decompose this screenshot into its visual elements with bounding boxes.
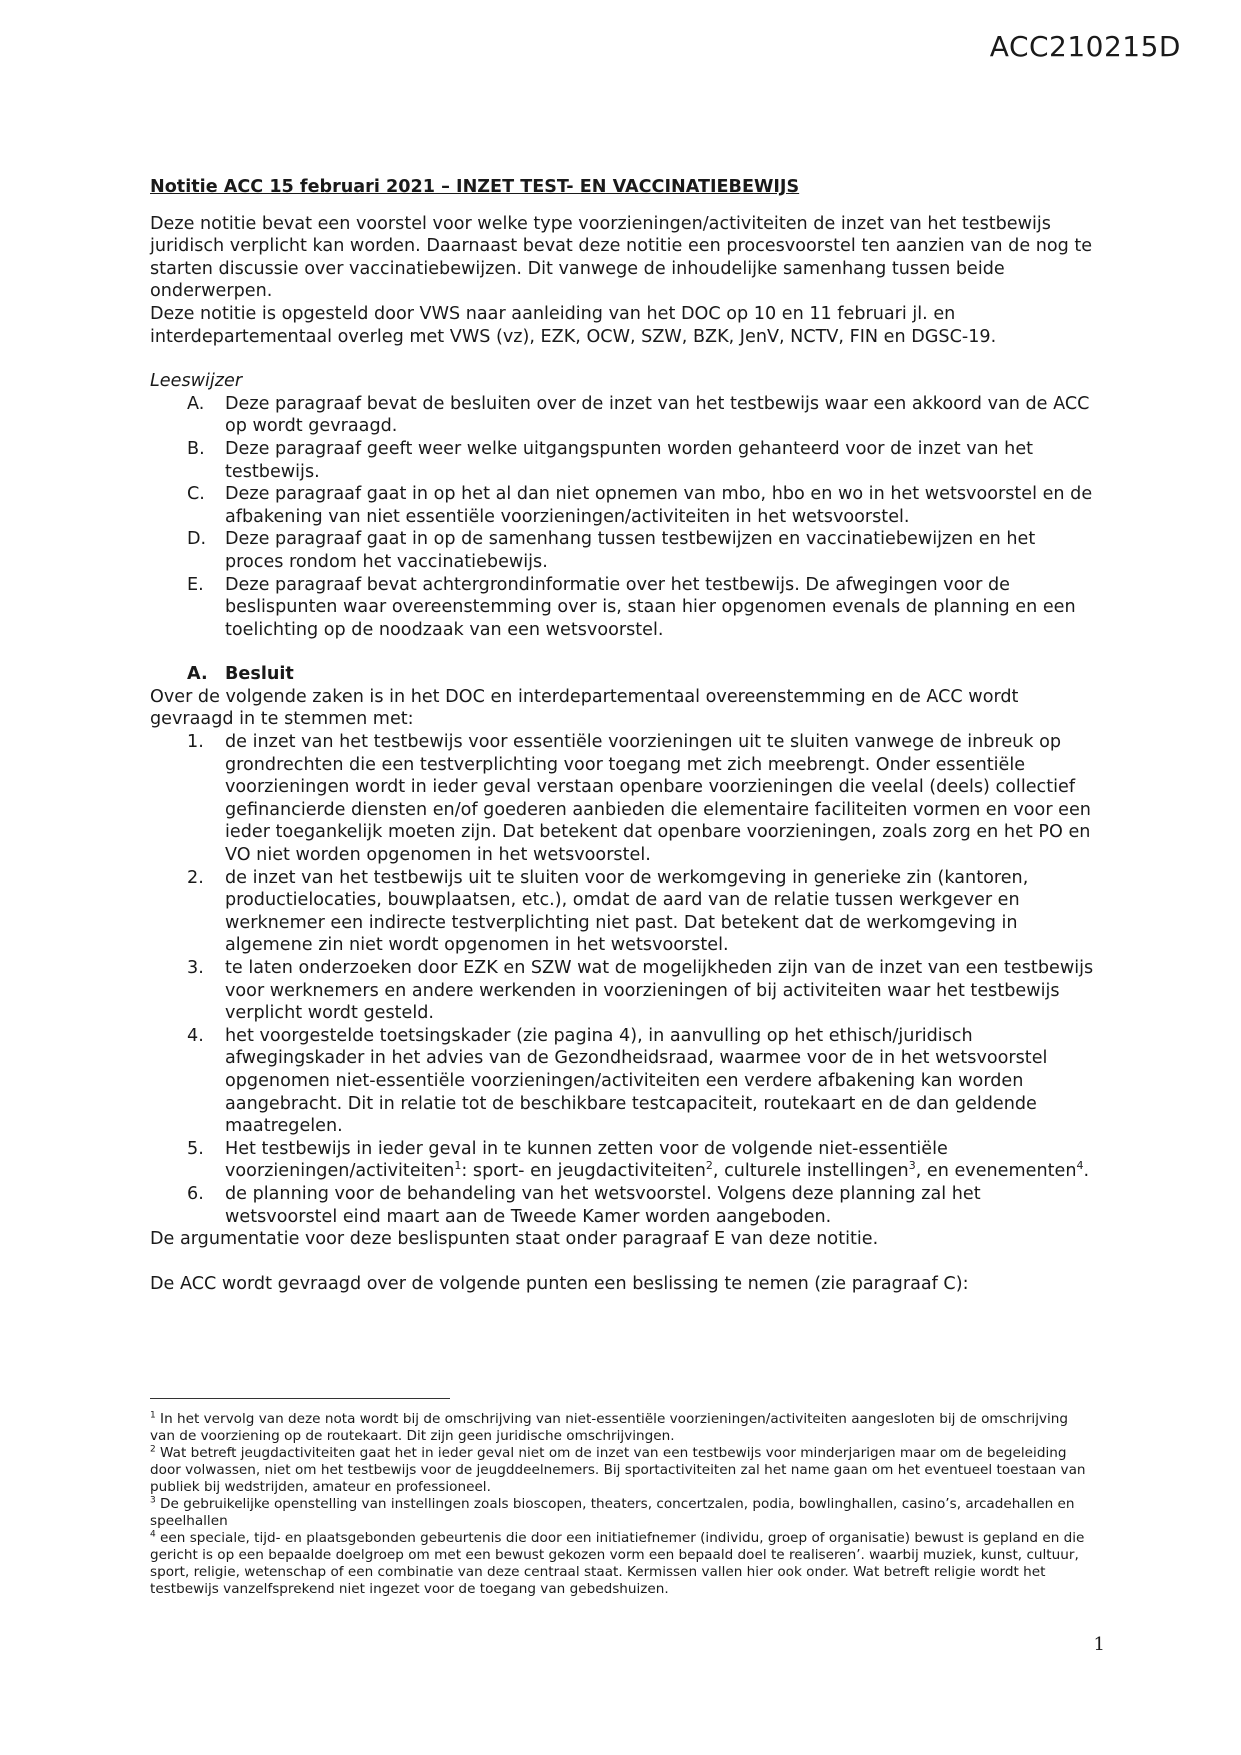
- page-title: Notitie ACC 15 februari 2021 – INZET TEST- EN VACCINATIEBEWIJS: [150, 177, 800, 197]
- footnote-ref[interactable]: 2: [705, 1159, 713, 1173]
- footnote: $^4$ een speciale, tijd- en plaatsgebonden gebeurtenis die door een initiatiefnemer (individu, groep of organisatie) bewust is gepland en die gericht is op een bepaalde doelgroep om met een bewust gekozen vorm een bepaald doel te realiseren’. waarbij muziek, kunst, cultuur, sport, religie, wetenschap of een combinatie van deze centraal staat. Kermissen vallen hier ook onder. Wat betreft religie wordt het testbewijs vanzelfsprekend niet ingezet voor de toegang van gebedshuizen.: [150, 1529, 1085, 1597]
- list-item: 4. het voorgestelde toetsingskader (zie pagina 4), in aanvulling op het ethisch/juridisch afwegingskader in het advies van de Gezondheidsraad, waarmee voor de in het wetsvoorstel opgenomen niet-essentiële voorzieningen/activiteiten een verdere afbakening kan worden aangebracht. Dit in relatie tot de beschikbare testcapaciteit, routekaart en de dan geldende maatregelen.: [187, 1025, 1048, 1137]
- footnote-ref[interactable]: 4: [1076, 1159, 1084, 1173]
- reading-guide-list: [150, 393, 1095, 642]
- document-id: ACC210215D: [989, 30, 1181, 63]
- intro-paragraph-1: Deze notitie bevat een voorstel voor welke type voorzieningen/activiteiten de inzet van het testbewijs juridisch verplicht kan worden. Daarnaast bevat deze notitie een procesvoorstel ten aanzien van de nog te starten discussie over vaccinatiebewijzen. Dit vanwege de inhoudelijke samenhang tussen beide onderwerpen.: [150, 213, 1093, 302]
- footnotes: [150, 1398, 1095, 1598]
- decision-list: [150, 731, 1095, 1228]
- list-item: 1. de inzet van het testbewijs voor essentiële voorzieningen uit te sluiten vanwege de inbreuk op grondrechten die een testverplichting voor toegang met zich meebrengt. Onder essentiële voorzieningen wordt in ieder geval verstaan openbare voorzieningen die veelal (deels) collectief gefinancierde diensten en/of goederen aanbieden die elementaire faciliteiten vormen en voor een ieder toegankelijk moeten zijn. Dat betekent dat openbare voorzieningen, zoals zorg en het PO en VO niet worden opgenomen in het wetsvoorstel.: [187, 732, 1091, 866]
- footnote: $^1$ In het vervolg van deze nota wordt bij de omschrijving van niet-essentiële voorzieningen/activiteiten aangesloten bij de omschrijving van de voorziening op de routekaart. Dit zijn geen juridische omschrijvingen.: [150, 1410, 1069, 1444]
- footnote: $^3$ De gebruikelijke openstelling van instellingen zoals bioscopen, theaters, concertzalen, podia, bowlinghallen, casino’s, arcadehallen en speelhallen: [150, 1495, 1075, 1529]
- list-item: 2. de inzet van het testbewijs uit te sluiten voor de werkomgeving in generieke zin (kantoren, productielocaties, bouwplaatsen, etc.), omdat de aard van de relatie tussen werkgever en werknemer een indirecte testverplichting niet past. Dat betekent dat de werkomgeving in algemene zin niet wordt opgenomen in het wetsvoorstel.: [187, 867, 1029, 956]
- reading-guide-heading: Leeswijzer: [150, 371, 243, 392]
- argument-note: De argumentatie voor deze beslispunten staat onder paragraaf E van deze notitie.: [150, 1229, 879, 1250]
- list-item: A. Deze paragraaf bevat de besluiten over de inzet van het testbewijs waar een akkoord van de ACC op wordt gevraagd.: [187, 393, 1090, 437]
- section-a-heading: A. Besluit: [187, 664, 294, 685]
- list-item: D. Deze paragraaf gaat in op de samenhang tussen testbewijzen en vaccinatiebewijzen en het proces rondom het vaccinatiebewijs.: [187, 529, 1036, 572]
- footnote-ref[interactable]: 1: [454, 1159, 462, 1173]
- page-body: [150, 176, 1095, 1295]
- footnote-ref[interactable]: 3: [908, 1159, 916, 1173]
- intro-paragraph-2: Deze notitie is opgesteld door VWS naar aanleiding van het DOC op 10 en 11 februari jl. en interdepartementaal overleg met VWS (vz), EZK, OCW, SZW, BZK, JenV, NCTV, FIN en DGSC-19.: [150, 303, 997, 347]
- footnote-divider: [150, 1398, 450, 1399]
- list-item: E. Deze paragraaf bevat achtergrondinformatie over het testbewijs. De afwegingen voor de beslispunten waar overeenstemming over is, staan hier opgenomen evenals de planning en een toelichting op de noodzaak van een wetsvoorstel.: [187, 574, 1076, 640]
- footnote: $^2$ Wat betreft jeugdactiviteiten gaat het in ieder geval niet om de inzet van een testbewijs voor minderjarigen maar om de begeleiding door volwassen, niet om het testbewijs voor de jeugddeelnemers. Bij sportactiviteiten zal het name gaan om het eventueel toestaan van publiek bij wedstrijden, amateur en professioneel.: [150, 1444, 1086, 1495]
- list-item: C. Deze paragraaf gaat in op het al dan niet opnemen van mbo, hbo en wo in het wetsvoorstel en de afbakening van niet essentiële voorzieningen/activiteiten in het wetsvoorstel.: [187, 484, 1093, 527]
- section-a-lead: Over de volgende zaken is in het DOC en interdepartementaal overeenstemming en de ACC wordt gevraagd in te stemmen met:: [150, 686, 1019, 730]
- list-item: 6. de planning voor de behandeling van het wetsvoorstel. Volgens deze planning zal het wetsvoorstel eind maart aan de Tweede Kamer worden aangeboden.: [187, 1183, 981, 1227]
- list-item: 5. Het testbewijs in ieder geval in te kunnen zetten voor de volgende niet-essentiële voorzieningen/activiteiten$^1$: sport- en jeugdactiviteiten$^2$, culturele instellingen$^3$, en evenementen$^4$.: [187, 1138, 1090, 1182]
- list-item: B. Deze paragraaf geeft weer welke uitgangspunten worden gehanteerd voor de inzet van het testbewijs.: [187, 438, 1034, 482]
- decision-request: De ACC wordt gevraagd over de volgende punten een beslissing te nemen (zie paragraaf C):: [150, 1273, 969, 1294]
- page-number: 1: [1093, 1634, 1105, 1655]
- list-item: 3. te laten onderzoeken door EZK en SZW wat de mogelijkheden zijn van de inzet van een testbewijs voor werknemers en andere werkenden in voorzieningen of bij activiteiten waar het testbewijs verplicht wordt gesteld.: [187, 958, 1094, 1024]
